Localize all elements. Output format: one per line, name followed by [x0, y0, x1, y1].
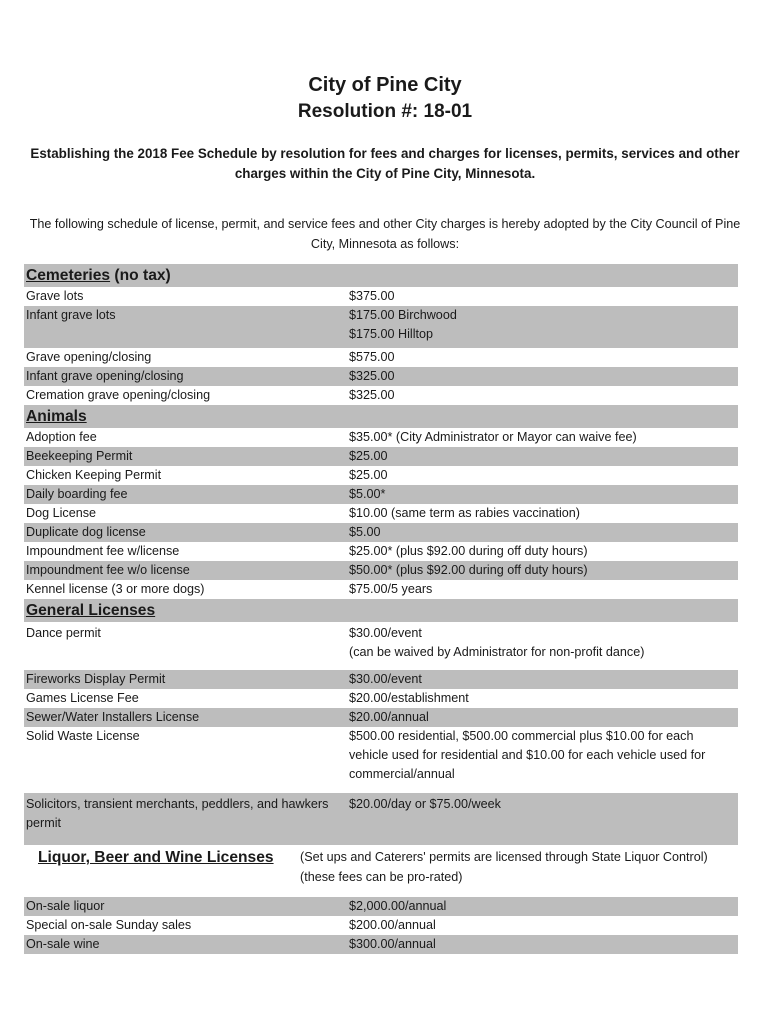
fee-value-line: commercial/annual [349, 767, 455, 781]
fee-label: Beekeeping Permit [26, 449, 133, 463]
document-subtitle: Establishing the 2018 Fee Schedule by resolution for fees and charges for licenses, permits, services and other charges within the City of Pine City, Minnesota. [30, 146, 740, 181]
fee-value: $5.00* [349, 487, 386, 501]
fee-value: $325.00 [349, 388, 395, 402]
fee-row [24, 897, 738, 916]
fee-label: Infant grave lots [26, 308, 116, 322]
fee-value: $300.00/annual [349, 937, 436, 951]
fee-value [349, 727, 738, 793]
fee-row [24, 386, 738, 405]
fee-row [24, 367, 738, 386]
fee-value-line: (can be waived by Administrator for non-profit dance) [349, 645, 645, 659]
fee-label: Dog License [26, 506, 97, 520]
fee-value-line: $175.00 Birchwood [349, 308, 457, 322]
fee-value: $25.00 [349, 449, 388, 463]
section-title-cemeteries: Cemeteries [26, 267, 111, 284]
fee-label-line: Solicitors, transient merchants, peddlers, and hawkers [26, 797, 329, 811]
fee-row [24, 523, 738, 542]
fee-value: $50.00* (plus $92.00 during off duty hours) [349, 563, 588, 577]
section-header-liquor [24, 845, 738, 897]
document-title: City of Pine City [308, 74, 462, 96]
fee-row [24, 306, 738, 348]
fee-label: Impoundment fee w/o license [26, 563, 190, 577]
section-title-general-licenses: General Licenses [26, 602, 156, 619]
fee-label: Adoption fee [26, 430, 97, 444]
fee-row [24, 689, 738, 708]
fee-value: $75.00/5 years [349, 582, 433, 596]
fee-value: $20.00/establishment [349, 691, 469, 705]
fee-label [24, 795, 349, 845]
fee-label: On-sale wine [26, 937, 100, 951]
fee-label: Infant grave opening/closing [26, 369, 184, 383]
fee-row [24, 670, 738, 689]
fee-value [349, 306, 738, 348]
fee-value: $2,000.00/annual [349, 899, 447, 913]
fee-row [24, 580, 738, 599]
fee-label: Grave opening/closing [26, 350, 152, 364]
fee-value: $5.00 [349, 525, 381, 539]
intro-paragraph: The following schedule of license, permit, and service fees and other City charges is hereby adopted by the City Council of Pine City, Minnesota as follows: [29, 217, 741, 251]
fee-value [349, 624, 738, 670]
fee-label: Fireworks Display Permit [26, 672, 166, 686]
fee-label: Chicken Keeping Permit [26, 468, 162, 482]
fee-value-line: $500.00 residential, $500.00 commercial plus $10.00 for each [349, 729, 694, 743]
fee-value: $200.00/annual [349, 918, 436, 932]
fee-row [24, 428, 738, 447]
fee-value-line: $30.00/event [349, 626, 422, 640]
fee-label: On-sale liquor [26, 899, 105, 913]
section-title-liquor: Liquor, Beer and Wine Licenses [38, 849, 274, 866]
fee-row [24, 485, 738, 504]
liquor-note: (Set ups and Caterers' permits are licensed through State Liquor Control) (these fees can be pro-rated) [300, 850, 708, 884]
fee-schedule-table [24, 264, 738, 954]
fee-value-line: vehicle used for residential and $10.00 for each vehicle used for [349, 748, 706, 762]
fee-row [24, 916, 738, 935]
fee-value-line: $175.00 Hilltop [349, 327, 434, 341]
fee-row [24, 561, 738, 580]
fee-label: Special on-sale Sunday sales [26, 918, 192, 932]
fee-value: $325.00 [349, 369, 395, 383]
fee-row [24, 727, 738, 793]
section-header-cemeteries [24, 264, 738, 287]
fee-value: $35.00* (City Administrator or Mayor can waive fee) [349, 430, 637, 444]
fee-label: Dance permit [26, 626, 101, 640]
fee-label: Daily boarding fee [26, 487, 128, 501]
fee-row [24, 504, 738, 523]
fee-value: $30.00/event [349, 672, 422, 686]
fee-value: $375.00 [349, 289, 395, 303]
fee-row [24, 287, 738, 306]
fee-label: Duplicate dog license [26, 525, 146, 539]
section-header-general-licenses [24, 599, 738, 622]
fee-row [24, 708, 738, 727]
fee-value: $20.00/day or $75.00/week [349, 797, 501, 811]
fee-value: $10.00 (same term as rabies vaccination) [349, 506, 580, 520]
section-header-animals [24, 405, 738, 428]
fee-label: Kennel license (3 or more dogs) [26, 582, 205, 596]
fee-label: Cremation grave opening/closing [26, 388, 211, 402]
fee-label: Impoundment fee w/license [26, 544, 180, 558]
fee-value: $25.00* (plus $92.00 during off duty hours) [349, 544, 588, 558]
section-title-animals: Animals [26, 408, 87, 425]
fee-row [24, 348, 738, 367]
fee-value: $575.00 [349, 350, 395, 364]
fee-label: Solid Waste License [26, 729, 140, 743]
section-title-suffix: (no tax) [110, 267, 171, 284]
fee-label: Sewer/Water Installers License [26, 710, 200, 724]
fee-row [24, 447, 738, 466]
fee-row [24, 935, 738, 954]
fee-row [24, 542, 738, 561]
resolution-number: Resolution #: 18-01 [297, 101, 473, 122]
fee-value: $20.00/annual [349, 710, 429, 724]
fee-row [24, 466, 738, 485]
fee-label-line: permit [26, 816, 61, 830]
fee-row [24, 793, 738, 845]
fee-value: $25.00 [349, 468, 388, 482]
fee-row [24, 622, 738, 670]
fee-label: Games License Fee [26, 691, 139, 705]
fee-label: Grave lots [26, 289, 84, 303]
